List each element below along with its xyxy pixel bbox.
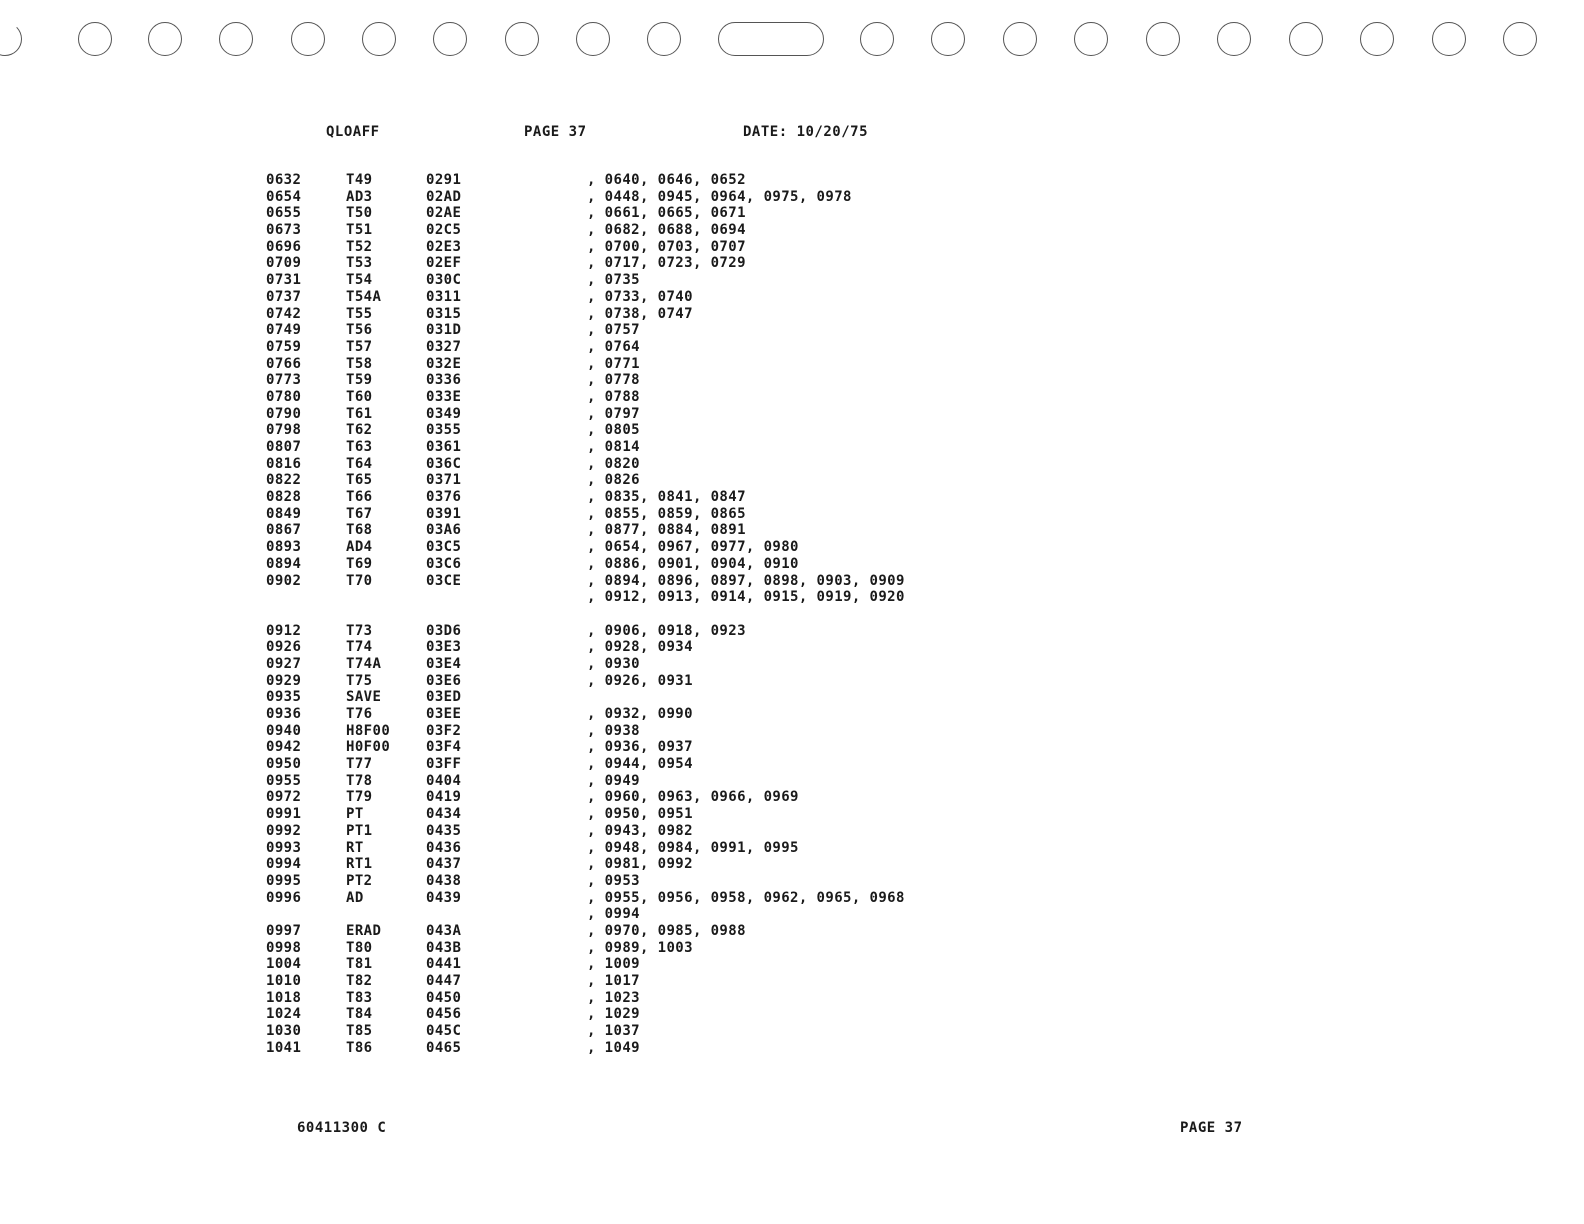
line-number: 0798 xyxy=(266,422,302,439)
symbol-name: T57 xyxy=(346,338,373,355)
line-number: 0936 xyxy=(266,706,302,722)
line-number: 0996 xyxy=(266,889,302,906)
references: , 0970, 0985, 0988 xyxy=(587,922,746,939)
line-number: 0912 xyxy=(266,622,302,639)
address: 0419 xyxy=(426,789,462,806)
line-number: 0995 xyxy=(266,872,302,889)
line-number: 0893 xyxy=(266,539,302,556)
references: , 0936, 0937 xyxy=(587,739,693,756)
address: 0336 xyxy=(426,372,462,389)
references: , 0994 xyxy=(587,906,640,923)
line-number: 0942 xyxy=(266,739,302,756)
references: , 0981, 0992 xyxy=(587,856,693,873)
line-number: 0997 xyxy=(266,922,302,939)
references: , 1023 xyxy=(587,989,640,1006)
symbol-name: T85 xyxy=(346,1023,373,1040)
symbol-name: AD4 xyxy=(346,539,373,556)
address: 045C xyxy=(426,1023,462,1040)
punch-hole xyxy=(148,22,182,56)
address: 03C5 xyxy=(426,539,462,556)
symbol-name: T60 xyxy=(346,388,373,405)
punch-hole xyxy=(78,22,112,56)
symbol-name: T53 xyxy=(346,255,373,272)
address: 0376 xyxy=(426,489,462,506)
address: 03F4 xyxy=(426,739,462,756)
table-row xyxy=(0,356,1584,373)
table-row xyxy=(0,589,1584,606)
punch-hole xyxy=(1003,22,1037,56)
references: , 1029 xyxy=(587,1006,640,1023)
table-row xyxy=(0,789,1584,806)
symbol-name: T58 xyxy=(346,355,373,372)
line-number: 0849 xyxy=(266,505,302,522)
table-row xyxy=(0,739,1584,756)
table-row xyxy=(0,389,1584,406)
punch-hole xyxy=(1503,22,1537,56)
references: , 0930 xyxy=(587,655,640,672)
symbol-name: RT xyxy=(346,839,364,856)
line-number: 1004 xyxy=(266,956,302,973)
address: 043B xyxy=(426,939,462,956)
line-number: 0655 xyxy=(266,205,302,222)
symbol-name: T79 xyxy=(346,789,373,806)
references: , 0654, 0967, 0977, 0980 xyxy=(587,539,799,556)
references: , 0894, 0896, 0897, 0898, 0903, 0909 xyxy=(587,572,905,589)
address: 0371 xyxy=(426,472,462,489)
table-row xyxy=(0,873,1584,890)
address: 03E3 xyxy=(426,639,462,656)
line-number: 0742 xyxy=(266,305,302,322)
address: 03E6 xyxy=(426,672,462,689)
line-number: 0816 xyxy=(266,455,302,472)
punch-hole xyxy=(1360,22,1394,56)
address: 043A xyxy=(426,922,462,939)
table-row xyxy=(0,556,1584,573)
references: , 1017 xyxy=(587,973,640,989)
references: , 0944, 0954 xyxy=(587,756,693,773)
address: 0315 xyxy=(426,305,462,322)
table-row xyxy=(0,1040,1584,1057)
address: 0404 xyxy=(426,772,462,789)
table-row xyxy=(0,656,1584,673)
symbol-name: T51 xyxy=(346,222,373,239)
symbol-name: T54A xyxy=(346,288,382,305)
table-row xyxy=(0,956,1584,973)
references: , 0640, 0646, 0652 xyxy=(587,172,746,188)
table-row xyxy=(0,623,1584,640)
symbol-name: T76 xyxy=(346,706,373,722)
references: , 0764 xyxy=(587,338,640,355)
line-number: 0935 xyxy=(266,689,302,706)
line-number: 0828 xyxy=(266,489,302,506)
table-row xyxy=(0,689,1584,706)
address: 0436 xyxy=(426,839,462,856)
document-number: 60411300 C xyxy=(297,1120,387,1136)
address: 0291 xyxy=(426,172,462,188)
table-row xyxy=(0,422,1584,439)
references: , 0938 xyxy=(587,722,640,739)
table-row xyxy=(0,973,1584,990)
address: 0435 xyxy=(426,822,462,839)
references: , 0735 xyxy=(587,272,640,289)
line-number: 1010 xyxy=(266,973,302,989)
line-number: 0709 xyxy=(266,255,302,272)
page-label-top: PAGE 37 xyxy=(524,124,587,140)
table-row xyxy=(0,539,1584,556)
symbol-name: T80 xyxy=(346,939,373,956)
line-number: 0927 xyxy=(266,655,302,672)
line-number: 0955 xyxy=(266,772,302,789)
symbol-name: T82 xyxy=(346,973,373,989)
line-number: 0654 xyxy=(266,188,302,205)
address: 03D6 xyxy=(426,622,462,639)
address: 03C6 xyxy=(426,555,462,572)
symbol-name: T62 xyxy=(346,422,373,439)
table-row xyxy=(0,756,1584,773)
table-row xyxy=(0,372,1584,389)
line-number: 1030 xyxy=(266,1023,302,1040)
symbol-name: T61 xyxy=(346,405,373,422)
table-row xyxy=(0,573,1584,590)
address: 0438 xyxy=(426,872,462,889)
table-row xyxy=(0,856,1584,873)
line-number: 0773 xyxy=(266,372,302,389)
symbol-name: T63 xyxy=(346,439,373,455)
references: , 0855, 0859, 0865 xyxy=(587,505,746,522)
address: 0441 xyxy=(426,956,462,973)
symbol-name: T69 xyxy=(346,555,373,572)
punch-hole xyxy=(860,22,894,56)
table-row xyxy=(0,639,1584,656)
symbol-name: T50 xyxy=(346,205,373,222)
references: , 0820 xyxy=(587,455,640,472)
address: 0361 xyxy=(426,439,462,455)
address: 03FF xyxy=(426,756,462,773)
address: 0447 xyxy=(426,973,462,989)
table-row xyxy=(0,606,1584,623)
line-number: 0950 xyxy=(266,756,302,773)
references: , 1009 xyxy=(587,956,640,973)
punch-hole xyxy=(433,22,467,56)
address: 0391 xyxy=(426,505,462,522)
references: , 1049 xyxy=(587,1039,640,1056)
references: , 0989, 1003 xyxy=(587,939,693,956)
punch-hole xyxy=(576,22,610,56)
symbol-name: T75 xyxy=(346,672,373,689)
line-number: 0822 xyxy=(266,472,302,489)
line-number: 1024 xyxy=(266,1006,302,1023)
line-number: 0940 xyxy=(266,722,302,739)
symbol-name: RT1 xyxy=(346,856,373,873)
table-row xyxy=(0,205,1584,222)
references: , 0906, 0918, 0923 xyxy=(587,622,746,639)
address: 0327 xyxy=(426,338,462,355)
table-row xyxy=(0,840,1584,857)
table-row xyxy=(0,823,1584,840)
references: , 0700, 0703, 0707 xyxy=(587,238,746,255)
references: , 0661, 0665, 0671 xyxy=(587,205,746,222)
table-row xyxy=(0,940,1584,957)
symbol-name: AD xyxy=(346,889,364,906)
punch-hole xyxy=(931,22,965,56)
address: 031D xyxy=(426,322,462,339)
table-row xyxy=(0,522,1584,539)
line-number: 0759 xyxy=(266,338,302,355)
symbol-name: T54 xyxy=(346,272,373,289)
references: , 0682, 0688, 0694 xyxy=(587,222,746,239)
symbol-name: T52 xyxy=(346,238,373,255)
references: , 0738, 0747 xyxy=(587,305,693,322)
address: 03ED xyxy=(426,689,462,706)
references: , 0771 xyxy=(587,355,640,372)
table-row xyxy=(0,1023,1584,1040)
references: , 0949 xyxy=(587,772,640,789)
symbol-name: T59 xyxy=(346,372,373,389)
table-row xyxy=(0,239,1584,256)
table-row xyxy=(0,222,1584,239)
punch-hole xyxy=(291,22,325,56)
table-row xyxy=(0,923,1584,940)
references: , 0948, 0984, 0991, 0995 xyxy=(587,839,799,856)
punch-hole xyxy=(219,22,253,56)
address: 02AD xyxy=(426,188,462,205)
references: , 1037 xyxy=(587,1023,640,1040)
address: 03E4 xyxy=(426,655,462,672)
line-number: 0696 xyxy=(266,238,302,255)
address: 02E3 xyxy=(426,238,462,255)
table-row xyxy=(0,906,1584,923)
address: 02EF xyxy=(426,255,462,272)
address: 03EE xyxy=(426,706,462,722)
table-row xyxy=(0,773,1584,790)
symbol-name: T78 xyxy=(346,772,373,789)
table-row xyxy=(0,172,1584,189)
table-row xyxy=(0,322,1584,339)
table-row xyxy=(0,1006,1584,1023)
symbol-name: T65 xyxy=(346,472,373,489)
table-row xyxy=(0,506,1584,523)
punch-hole xyxy=(647,22,681,56)
references: , 0788 xyxy=(587,388,640,405)
table-row xyxy=(0,272,1584,289)
address: 0437 xyxy=(426,856,462,873)
address: 036C xyxy=(426,455,462,472)
line-number: 0780 xyxy=(266,388,302,405)
references: , 0950, 0951 xyxy=(587,806,693,823)
table-row xyxy=(0,990,1584,1007)
punch-hole xyxy=(1289,22,1323,56)
line-number: 0749 xyxy=(266,322,302,339)
references: , 0912, 0913, 0914, 0915, 0919, 0920 xyxy=(587,589,905,606)
address: 02AE xyxy=(426,205,462,222)
line-number: 0790 xyxy=(266,405,302,422)
address: 0311 xyxy=(426,288,462,305)
table-row xyxy=(0,723,1584,740)
line-number: 1018 xyxy=(266,989,302,1006)
table-row xyxy=(0,456,1584,473)
table-row xyxy=(0,890,1584,907)
address: 0465 xyxy=(426,1039,462,1056)
symbol-name: T66 xyxy=(346,489,373,506)
address: 0434 xyxy=(426,806,462,823)
table-row xyxy=(0,406,1584,423)
references: , 0943, 0982 xyxy=(587,822,693,839)
symbol-name: T49 xyxy=(346,172,373,188)
symbol-name: T77 xyxy=(346,756,373,773)
line-number: 1041 xyxy=(266,1039,302,1056)
symbol-name: T68 xyxy=(346,522,373,539)
address: 032E xyxy=(426,355,462,372)
references: , 0877, 0884, 0891 xyxy=(587,522,746,539)
address: 030C xyxy=(426,272,462,289)
line-number: 0807 xyxy=(266,439,302,455)
table-row xyxy=(0,489,1584,506)
symbol-name: T67 xyxy=(346,505,373,522)
line-number: 0993 xyxy=(266,839,302,856)
line-number: 0737 xyxy=(266,288,302,305)
line-number: 0894 xyxy=(266,555,302,572)
table-row xyxy=(0,806,1584,823)
references: , 0932, 0990 xyxy=(587,706,693,722)
cross-reference-listing xyxy=(0,172,1584,1056)
address: 0456 xyxy=(426,1006,462,1023)
symbol-name: AD3 xyxy=(346,188,373,205)
symbol-name: T86 xyxy=(346,1039,373,1056)
date-label: DATE: 10/20/75 xyxy=(743,124,869,140)
references: , 0757 xyxy=(587,322,640,339)
references: , 0814 xyxy=(587,439,640,455)
table-row xyxy=(0,289,1584,306)
line-number: 0994 xyxy=(266,856,302,873)
symbol-name: SAVE xyxy=(346,689,382,706)
address: 0355 xyxy=(426,422,462,439)
symbol-name: T74A xyxy=(346,655,382,672)
symbol-name: T56 xyxy=(346,322,373,339)
address: 0349 xyxy=(426,405,462,422)
symbol-name: PT1 xyxy=(346,822,373,839)
references: , 0797 xyxy=(587,405,640,422)
symbol-name: PT xyxy=(346,806,364,823)
references: , 0717, 0723, 0729 xyxy=(587,255,746,272)
line-number: 0902 xyxy=(266,572,302,589)
references: , 0733, 0740 xyxy=(587,288,693,305)
address: 03F2 xyxy=(426,722,462,739)
symbol-name: T73 xyxy=(346,622,373,639)
address: 0439 xyxy=(426,889,462,906)
line-number: 0991 xyxy=(266,806,302,823)
table-row xyxy=(0,306,1584,323)
punch-holes xyxy=(0,14,1584,66)
symbol-name: T81 xyxy=(346,956,373,973)
references: , 0835, 0841, 0847 xyxy=(587,489,746,506)
table-row xyxy=(0,472,1584,489)
address: 02C5 xyxy=(426,222,462,239)
line-number: 0731 xyxy=(266,272,302,289)
table-row xyxy=(0,706,1584,723)
line-number: 0867 xyxy=(266,522,302,539)
address: 03CE xyxy=(426,572,462,589)
line-number: 0998 xyxy=(266,939,302,956)
symbol-name: T64 xyxy=(346,455,373,472)
symbol-name: T70 xyxy=(346,572,373,589)
line-number: 0926 xyxy=(266,639,302,656)
table-row xyxy=(0,255,1584,272)
references: , 0960, 0963, 0966, 0969 xyxy=(587,789,799,806)
table-row xyxy=(0,439,1584,456)
references: , 0778 xyxy=(587,372,640,389)
symbol-name: H0F00 xyxy=(346,739,391,756)
references: , 0926, 0931 xyxy=(587,672,693,689)
line-number: 0929 xyxy=(266,672,302,689)
references: , 0805 xyxy=(587,422,640,439)
address: 0450 xyxy=(426,989,462,1006)
line-number: 0972 xyxy=(266,789,302,806)
address: 03A6 xyxy=(426,522,462,539)
symbol-name: H8F00 xyxy=(346,722,391,739)
line-number: 0766 xyxy=(266,355,302,372)
page-label-bottom: PAGE 37 xyxy=(1180,1120,1243,1136)
references: , 0953 xyxy=(587,872,640,889)
references: , 0826 xyxy=(587,472,640,489)
references: , 0928, 0934 xyxy=(587,639,693,656)
punch-hole xyxy=(1217,22,1251,56)
punch-hole xyxy=(1146,22,1180,56)
symbol-name: PT2 xyxy=(346,872,373,889)
punch-hole xyxy=(505,22,539,56)
symbol-name: T83 xyxy=(346,989,373,1006)
program-name: QLOAFF xyxy=(326,124,380,140)
symbol-name: T55 xyxy=(346,305,373,322)
references: , 0886, 0901, 0904, 0910 xyxy=(587,555,799,572)
references: , 0448, 0945, 0964, 0975, 0978 xyxy=(587,188,852,205)
punch-hole xyxy=(362,22,396,56)
address: 033E xyxy=(426,388,462,405)
line-number: 0992 xyxy=(266,822,302,839)
line-number: 0673 xyxy=(266,222,302,239)
punch-hole xyxy=(1432,22,1466,56)
symbol-name: T74 xyxy=(346,639,373,656)
table-row xyxy=(0,339,1584,356)
line-number: 0632 xyxy=(266,172,302,188)
symbol-name: ERAD xyxy=(346,922,382,939)
punch-hole-oval xyxy=(718,22,824,56)
references: , 0955, 0956, 0958, 0962, 0965, 0968 xyxy=(587,889,905,906)
punch-hole xyxy=(0,22,22,56)
symbol-name: T84 xyxy=(346,1006,373,1023)
table-row xyxy=(0,673,1584,690)
table-row xyxy=(0,189,1584,206)
punch-hole xyxy=(1074,22,1108,56)
